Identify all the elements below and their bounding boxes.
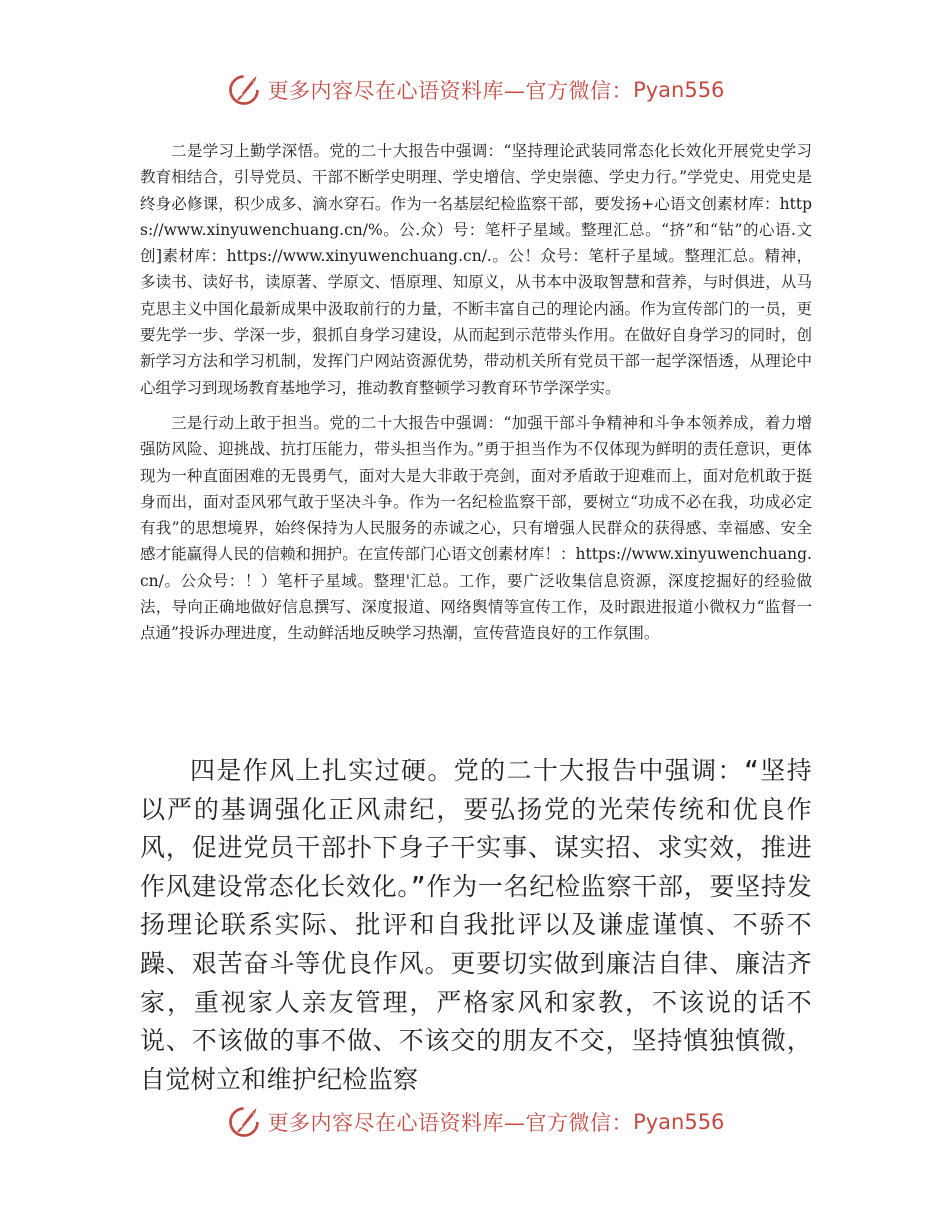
banner-text: 更多内容尽在心语资料库—官方微信： <box>267 1111 634 1135</box>
banner-text: 更多内容尽在心语资料库—官方微信： <box>267 79 634 103</box>
quill-pen-logo-icon <box>226 1104 262 1140</box>
paragraph-style: 四是作风上扎实过硬。党的二十大报告中强调：“坚持以严的基调强化正风肃纪，要弘扬党的光荣传统和优良作风，促进党员干部扑下身子干实事、谋实招、求实效，推进作风建设常态化长效化。”作为一名纪检监察干部，要坚持发扬理论联系实际、批评和自我批评以及谦虚谨慎、不骄不躁、艰苦奋斗等优良作风。更要切实做到廉洁自律、廉洁齐家，重视家人亲友管理，严格家风和家教，不该说的话不说、不该做的事不做、不该交的朋友不交，坚持慎独慎微，自觉树立和维护纪检监察 <box>140 756 812 1094</box>
paragraph-study: 二是学习上勤学深悟。党的二十大报告中强调：“坚持理论武装同常态化长效化开展党史学习教育相结合，引导党员、干部不断学史明理、学史增信、学史崇德、学史力行。”学党史、用党史是终身必修课，积少成多、滴水穿石。作为一名基层纪检监察干部，要发扬+心语文创素材库：https://www.xinyuwenchuang.cn/%。公.众）号：笔杆子星域。整理汇总。“挤”和“钻”的心语.文创]素材库：https://www.xinyuwenchuang.cn/.。公！众号：笔杆子星域。整理汇总。精神，多读书、读好书，读原著、学原文、悟原理、知原义，从书本中汲取智慧和营养，与时俱进，从马克思主义中国化最新成果中汲取前行的力量，不断丰富自己的理论内涵。作为宣传部门的一员，更要先学一步、学深一步，狠抓自身学习建设，从而起到示范带头作用。在做好自身学习的同时，创新学习方法和学习机制，发挥门户网站资源优势，带动机关所有党员干部一起学深悟透，从理论中心组学习到现场教育基地学习，推动教育整顿学习教育环节学深学实。 <box>140 142 812 397</box>
paragraph-action: 三是行动上敢于担当。党的二十大报告中强调：“加强干部斗争精神和斗争本领养成，着力增强防风险、迎挑战、抗打压能力，带头担当作为。”勇于担当作为不仅体现为鲜明的责任意识，更体现为一种直面困难的无畏勇气，面对大是大非敢于亮剑，面对矛盾敢于迎难而上，面对危机敢于挺身而出，面对歪风邪气敢于坚决斗争。作为一名纪检监察干部，要树立“功成不必在我，功成必定有我”的思想境界，始终保持为人民服务的赤诚之心，只有增强人民群众的获得感、幸福感、安全感才能赢得人民的信赖和拥护。在宣传部门心语文创素材库！：https://www.xinyuwenchuang.cn/。公众号：！）笔杆子星域。整理'汇总。工作，要广泛收集信息资源，深度挖掘好的经验做法，导向正确地做好信息撰写、深度报道、网络舆情等宣传工作，及时跟进报道小微权力“监督一点通”投诉办理进度，生动鲜活地反映学习热潮，宣传营造良好的工作氛围。 <box>140 413 812 643</box>
footer-banner <box>0 1100 950 1144</box>
document-body <box>140 138 812 656</box>
quill-pen-logo-icon <box>226 72 262 108</box>
header-banner <box>0 68 950 112</box>
wechat-id: Pyan556 <box>633 78 725 102</box>
wechat-id: Pyan556 <box>633 1110 725 1134</box>
